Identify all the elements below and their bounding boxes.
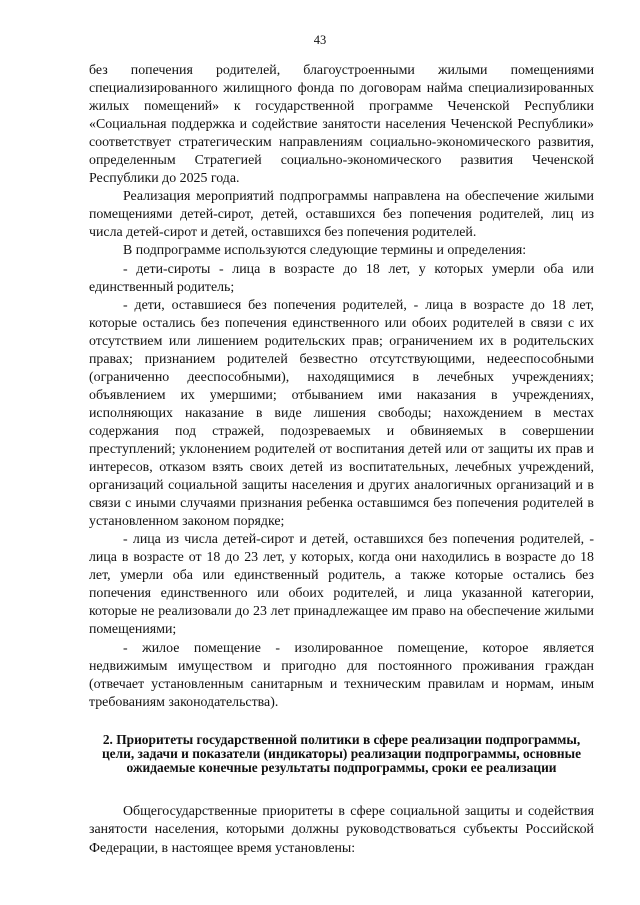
paragraph: Реализация мероприятий подпрограммы направлена на обеспечение жилыми помещениями детей-сирот, детей, оставшихся без попечения родителей, лиц из числа детей-сирот и детей, оставшихся без попечения родителей. bbox=[89, 189, 594, 241]
definition-item: - дети-сироты - лица в возрасте до 18 лет, у которых умерли оба или единственный родитель; bbox=[89, 261, 594, 295]
definition-item: - лица из числа детей-сирот и детей, оставшихся без попечения родителей, - лица в возрасте от 18 до 23 лет, у которых, когда они находились в возрасте до 18 лет, умерли оба или единственный родитель, а также которые остались без попечения единственного или обоих родителей, и лица указанной категории, которые не реализовали до 23 лет принадлежащее им право на обеспечение жилыми помещениями; bbox=[89, 532, 594, 638]
definition-item: - жилое помещение - изолированное помещение, которое является недвижимым имуществом и пригодно для постоянного проживания граждан (отвечает установленным санитарным и техническим правилам и нормам, иным требованиям законодательства). bbox=[89, 640, 594, 710]
paragraph: В подпрограмме используются следующие термины и определения: bbox=[123, 243, 527, 259]
page-number: 43 bbox=[313, 33, 327, 47]
section-heading: 2. Приоритеты государственной политики в сфере реализации подпрограммы, цели, задачи и показатели (индикаторы) реализации подпрограммы, основные ожидаемые конечные результаты подпрограммы, сроки ее реализации bbox=[101, 732, 582, 776]
closing-text bbox=[89, 803, 594, 858]
body-text bbox=[89, 62, 594, 712]
definition-item: - дети, оставшиеся без попечения родителей, - лица в возрасте до 18 лет, которые остались без попечения единственного или обоих родителей в связи с их отсутствием или лишением родительских прав; ограничением их в родительских правах; признанием родителей безвестно отсутствующими, недееспособными (ограниченно дееспособными), находящимися в лечебных учреждениях; объявлением их умершими; отбыванием ими наказания в учреждениях, исполняющих наказание в виде лишения свободы; нахождением в местах содержания под стражей, подозреваемых и обвиняемых в совершении преступлений; уклонением родителей от воспитания детей или от защиты их прав и интересов, отказом взять своих детей из воспитательных, лечебных учреждений, организаций социальной защиты населения и других аналогичных организаций и в связи с иными случаями признания ребенка оставшимся без попечения родителей в установленном законом порядке; bbox=[89, 297, 594, 530]
paragraph: без попечения родителей, благоустроенными жилыми помещениями специализированного жилищного фонда по договорам найма специализированных жилых помещений» к государственной программе Чеченской Республики «Социальная поддержка и содействие занятости населения Чеченской Республики» соответствует стратегическим направлениям социально-экономического развития, определенным Стратегией социально-экономического развития Чеченской Республики до 2025 года. bbox=[89, 63, 594, 187]
paragraph: Общегосударственные приоритеты в сфере социальной защиты и содействия занятости населения, которыми должны руководствоваться субъекты Российской Федерации, в настоящее время установлены: bbox=[89, 804, 594, 856]
